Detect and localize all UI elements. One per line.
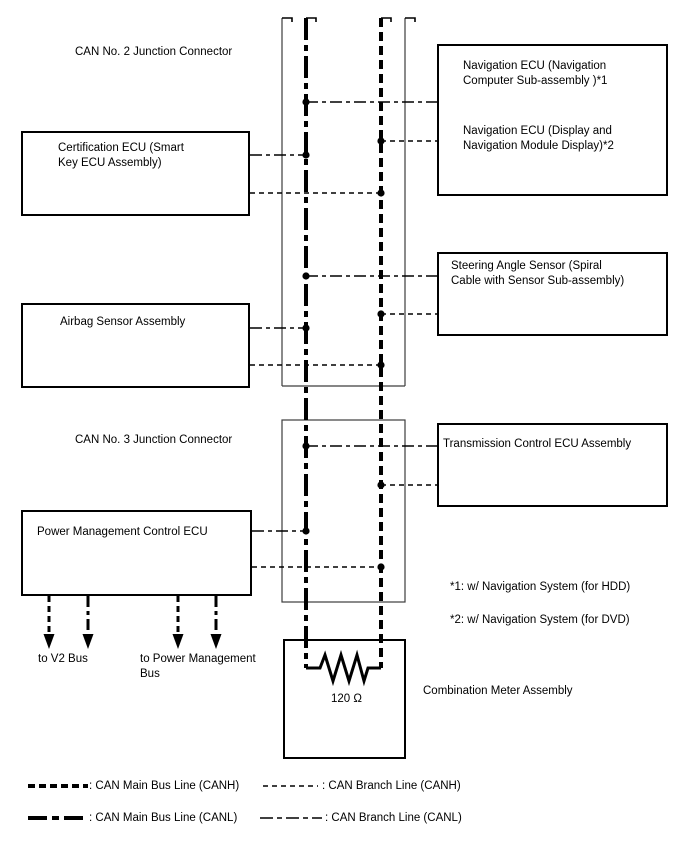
power-management-bus-line: to Power Management (140, 653, 256, 665)
navigation-ecu-hdd-line: Navigation ECU (Navigation (463, 60, 607, 72)
junction-connector-2-outline (282, 18, 405, 386)
certification-ecu-box (21, 131, 250, 216)
legend-branch-canh-label: : CAN Branch Line (CANH) (322, 780, 461, 792)
power-management-ecu-label: Power Management Control ECU (37, 526, 208, 538)
certification-ecu-label: Certification ECU (Smart (58, 142, 184, 154)
steering-angle-sensor-box (437, 252, 668, 336)
legend-branch-canl-label: : CAN Branch Line (CANL) (325, 812, 462, 824)
canl-branch-lines (250, 102, 437, 531)
top-continuation-ticks (282, 18, 415, 22)
certification-ecu-label: Key ECU Assembly) (58, 157, 162, 169)
steering-angle-sensor-label: Cable with Sensor Sub-assembly) (451, 275, 625, 287)
junction-connector-2-label: CAN No. 2 Junction Connector (75, 46, 233, 58)
power-management-bus-line: Bus (140, 668, 160, 680)
airbag-sensor-box (21, 303, 250, 388)
navigation-ecu-hdd-label (463, 59, 666, 89)
legend-main-canh-label: : CAN Main Bus Line (CANH) (89, 780, 240, 792)
transmission-ecu-box (437, 423, 668, 507)
resistor-value-label: 120 Ω (331, 693, 362, 705)
power-management-ecu-box (21, 510, 252, 596)
note-hdd: *1: w/ Navigation System (for HDD) (450, 581, 631, 593)
junction-connector-3-label: CAN No. 3 Junction Connector (75, 434, 233, 446)
navigation-ecu-dvd-label (463, 124, 666, 154)
navigation-ecu-dvd-line: Navigation ECU (Display and (463, 125, 612, 137)
power-management-bus-label (140, 652, 256, 682)
navigation-ecu-dvd-line: Navigation Module Display)*2 (463, 140, 614, 152)
v2-bus-label: to V2 Bus (38, 653, 88, 665)
navigation-ecu-hdd-line: Computer Sub-assembly )*1 (463, 75, 608, 87)
airbag-sensor-label: Airbag Sensor Assembly (60, 316, 186, 328)
note-dvd: *2: w/ Navigation System (for DVD) (450, 614, 630, 626)
bus-exit-arrows (49, 596, 216, 636)
bus-exit-arrowheads (44, 634, 222, 649)
transmission-ecu-label: Transmission Control ECU Assembly (443, 438, 632, 450)
canh-branch-lines (250, 141, 437, 567)
combination-meter-label: Combination Meter Assembly (423, 685, 573, 697)
junction-nodes (302, 98, 384, 570)
junction-connector-3-outline (282, 420, 405, 602)
steering-angle-sensor-label: Steering Angle Sensor (Spiral (451, 260, 602, 272)
navigation-ecu-box (437, 44, 668, 196)
legend-main-canl-label: : CAN Main Bus Line (CANL) (89, 812, 238, 824)
